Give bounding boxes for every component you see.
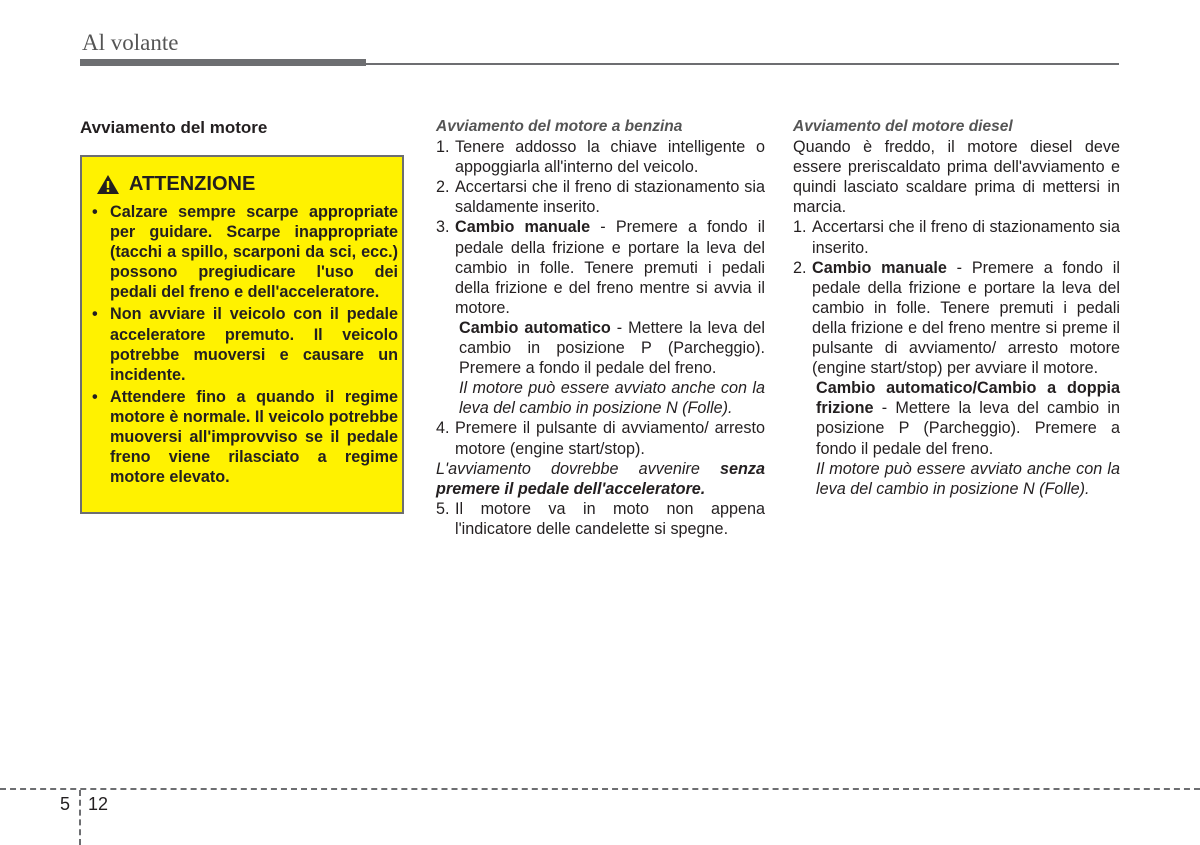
warning-item: • Attendere fino a quando il regime motore è normale. Il veicolo potrebbe muoversi all'improvviso se il pedale freno viene rilasciato a regime motore elevato. [92,387,398,487]
step-text: Accertarsi che il freno di stazionamento sia inserito. [812,218,1120,257]
step-text: Il motore va in moto non appena l'indicatore delle candelette si spegne. [455,499,765,538]
warning-item: • Non avviare il veicolo con il pedale acceleratore premuto. Il veicolo potrebbe muoversi e causare un incidente. [92,304,398,384]
step-text: - Premere a fondo il pedale della frizione e portare la leva del cambio in folle. Tenere premuti i pedali della frizione e del freno mentre si preme il pulsante di avviamento/ arresto motore (engine start/stop) per avviare il motore. [812,258,1120,378]
diesel-heading: Avviamento del motore diesel [793,118,1013,135]
start-note-bold: senza premere il pedale dell'acceleratore. [436,459,765,498]
step-number: 1. [436,138,450,157]
footer-rule [0,788,1200,790]
step-text: Tenere addosso la chiave intelligente o appoggiarla all'interno del veicolo. [455,138,765,177]
step-bold-label: Cambio manuale [455,218,591,237]
step-number: 1. [793,218,807,237]
petrol-heading: Avviamento del motore a benzina [436,118,683,135]
auto-text: - Mettere la leva del cambio in posizione P (Parcheggio). Premere a fondo il pedale del freno. [459,318,766,378]
running-header: Al volante [82,30,179,55]
auto-text: - Mettere la leva del cambio in posizione P (Parcheggio). Premere a fondo il pedale del freno. [816,399,1120,458]
warning-triangle-icon [96,174,120,195]
step-number: 4. [436,419,450,438]
warning-title [96,173,255,196]
step-bold-label: Cambio manuale [812,258,947,277]
warning-title-text: ATTENZIONE [129,173,256,195]
header-rule-thick [80,59,366,66]
diesel-column [793,117,1120,499]
footer-divider [79,790,81,845]
header-rule-thin [366,63,1119,65]
list-item [436,499,765,539]
section-title: Avviamento del motore [80,118,268,137]
start-note [436,459,765,499]
start-note-italic: L'avviamento dovrebbe avvenire [436,459,720,478]
list-item [436,217,765,317]
step-number: 5. [436,499,450,518]
petrol-steps-end [436,499,765,539]
warning-item: • Calzare sempre scarpe appropriate per guidare. Scarpe inappropriate (tacchi a spillo, scarponi da sci, ecc.) possono pregiudicare l'uso dei pedali del freno e dell'acceleratore. [92,202,398,302]
step-number: 2. [436,178,450,197]
list-item [793,217,1120,257]
auto-note: Il motore può essere avviato anche con la leva del cambio in posizione N (Folle). [816,459,1120,498]
list-item [793,258,1120,379]
petrol-steps-cont [436,418,765,458]
step-number: 3. [436,218,450,237]
auto-paragraph [793,378,1120,458]
diesel-steps [793,217,1120,378]
auto-bold-label: Cambio automatico [459,318,611,337]
list-item [436,177,765,217]
auto-paragraph [436,318,765,378]
petrol-column [436,117,765,539]
step-text: Premere il pulsante di avviamento/ arresto motore (engine start/stop). [455,419,765,458]
diesel-intro: Quando è freddo, il motore diesel deve essere preriscaldato prima dell'avviamento e quindi lasciato scaldare prima di mettersi in marcia. [793,138,1120,217]
warning-box [80,155,404,514]
chapter-number: 5 [60,794,71,814]
list-item [436,137,765,177]
auto-bold-label: Cambio automatico/Cambio a doppia frizione [816,379,1120,418]
step-text: - Premere a fondo il pedale della frizione e portare la leva del cambio in folle. Tenere premuti i pedali della frizione e del freno mentre si avvia il motore. [455,218,765,317]
step-number: 2. [793,258,807,277]
step-text: Accertarsi che il freno di stazionamento sia saldamente inserito. [455,178,765,217]
petrol-steps [436,137,765,318]
page-number: 12 [88,794,109,814]
warning-list [92,202,398,489]
list-item [436,418,765,458]
auto-note: Il motore può essere avviato anche con la leva del cambio in posizione N (Folle). [459,379,765,418]
